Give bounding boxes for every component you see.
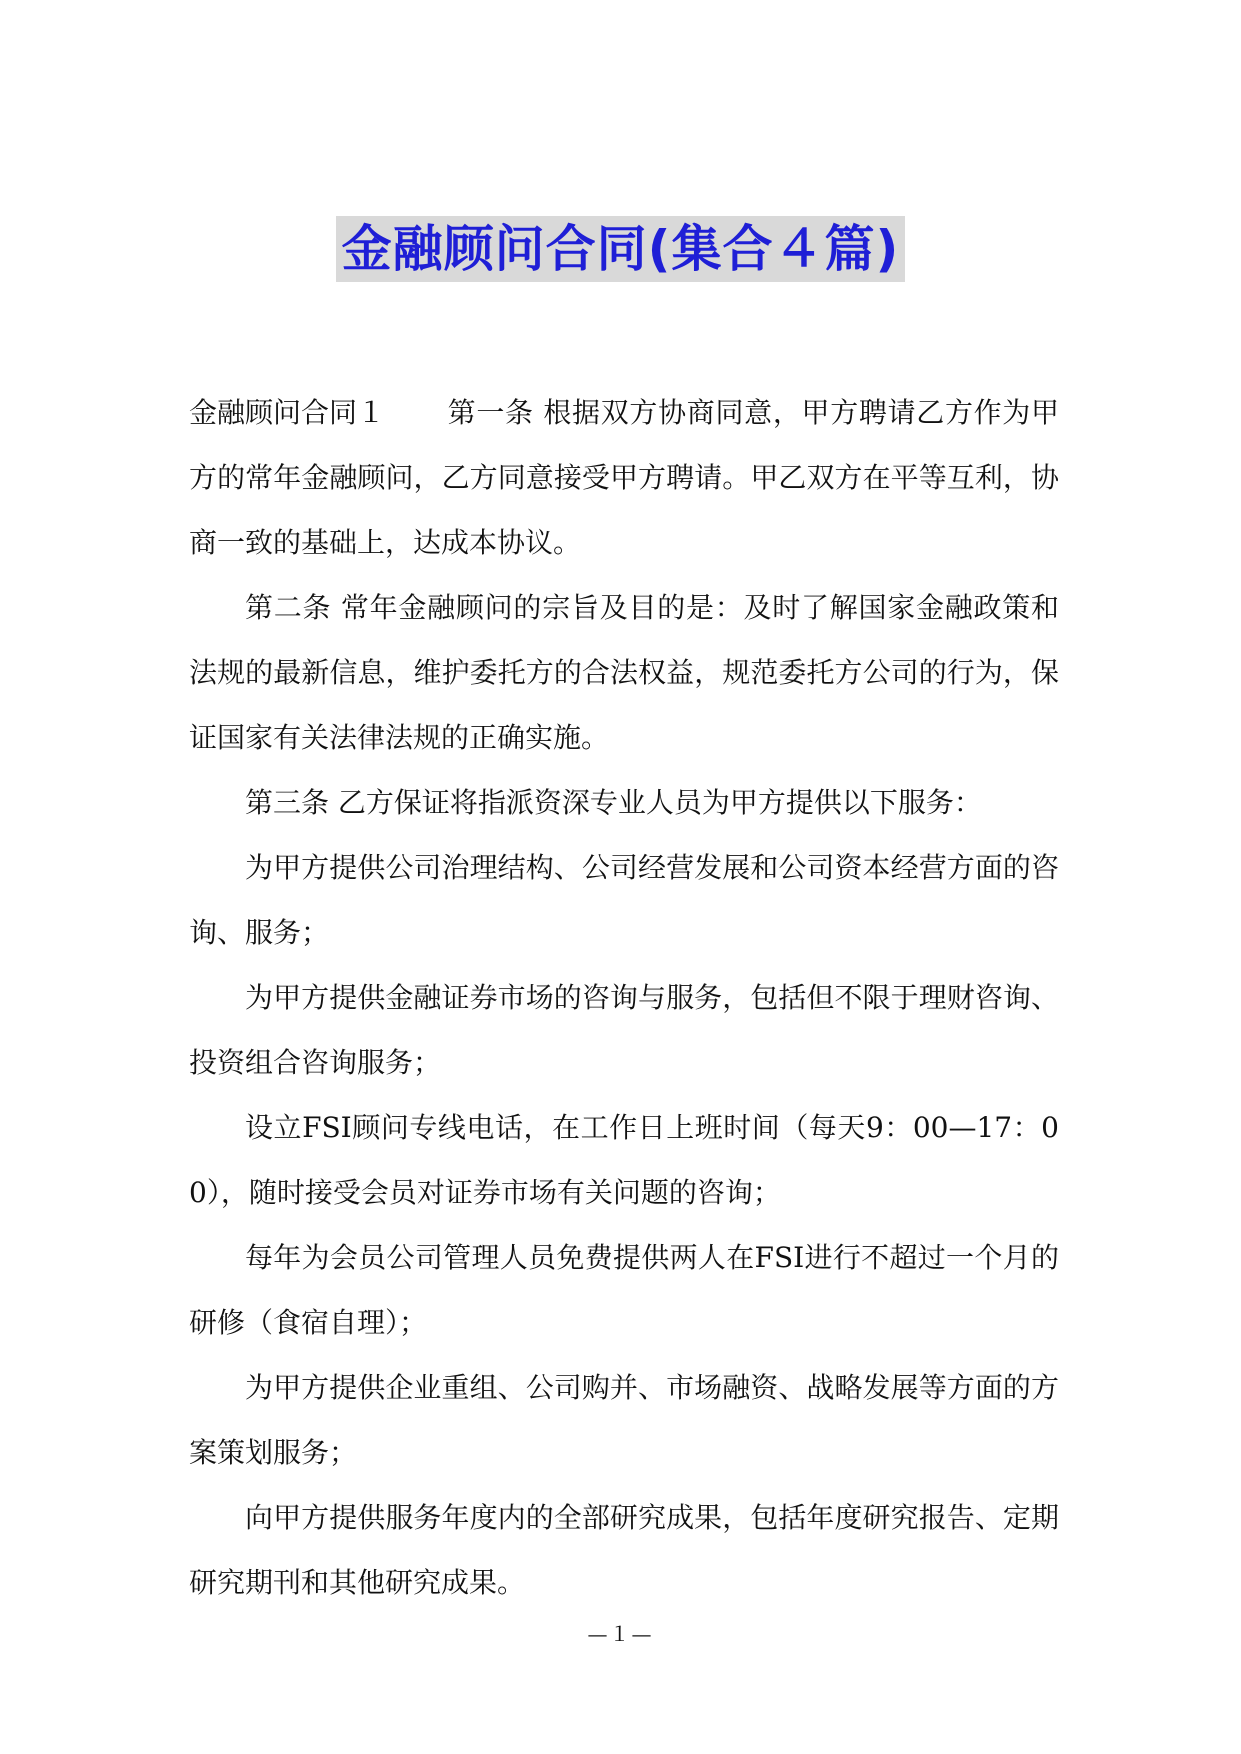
- paragraph-8: 为甲方提供企业重组、公司购并、市场融资、战略发展等方面的方案策划服务；: [189, 1371, 1059, 1469]
- title-container: [0, 216, 1241, 282]
- document-body: [189, 380, 1059, 1615]
- contract-label: 金融顾问合同１: [189, 396, 386, 429]
- paragraph-5: 为甲方提供金融证券市场的咨询与服务，包括但不限于理财咨询、投资组合咨询服务；: [189, 981, 1059, 1079]
- paragraph-2: 第二条 常年金融顾问的宗旨及目的是：及时了解国家金融政策和法规的最新信息，维护委托方的合法权益，规范委托方公司的行为，保证国家有关法律法规的正确实施。: [189, 591, 1059, 754]
- paragraph-4: 为甲方提供公司治理结构、公司经营发展和公司资本经营方面的咨询、服务；: [189, 851, 1059, 949]
- paragraph-9: 向甲方提供服务年度内的全部研究成果，包括年度研究报告、定期研究期刊和其他研究成果。: [189, 1501, 1059, 1599]
- paragraph-1: [189, 380, 1059, 575]
- paragraph-3: 第三条 乙方保证将指派资深专业人员为甲方提供以下服务：: [245, 786, 982, 819]
- document-title: 金融顾问合同(集合４篇): [336, 216, 906, 282]
- paragraph-1-text: 第一条 根据双方协商同意，甲方聘请乙方作为甲方的常年金融顾问，乙方同意接受甲方聘请。甲乙双方在平等互利，协商一致的基础上，达成本协议。: [189, 396, 1059, 559]
- paragraph-7: 每年为会员公司管理人员免费提供两人在FSI进行不超过一个月的研修（食宿自理）；: [189, 1241, 1059, 1339]
- page-number: —１—: [587, 1622, 654, 1646]
- paragraph-6: 设立FSI顾问专线电话，在工作日上班时间（每天9：00—17：00），随时接受会员对证券市场有关问题的咨询；: [189, 1111, 1059, 1209]
